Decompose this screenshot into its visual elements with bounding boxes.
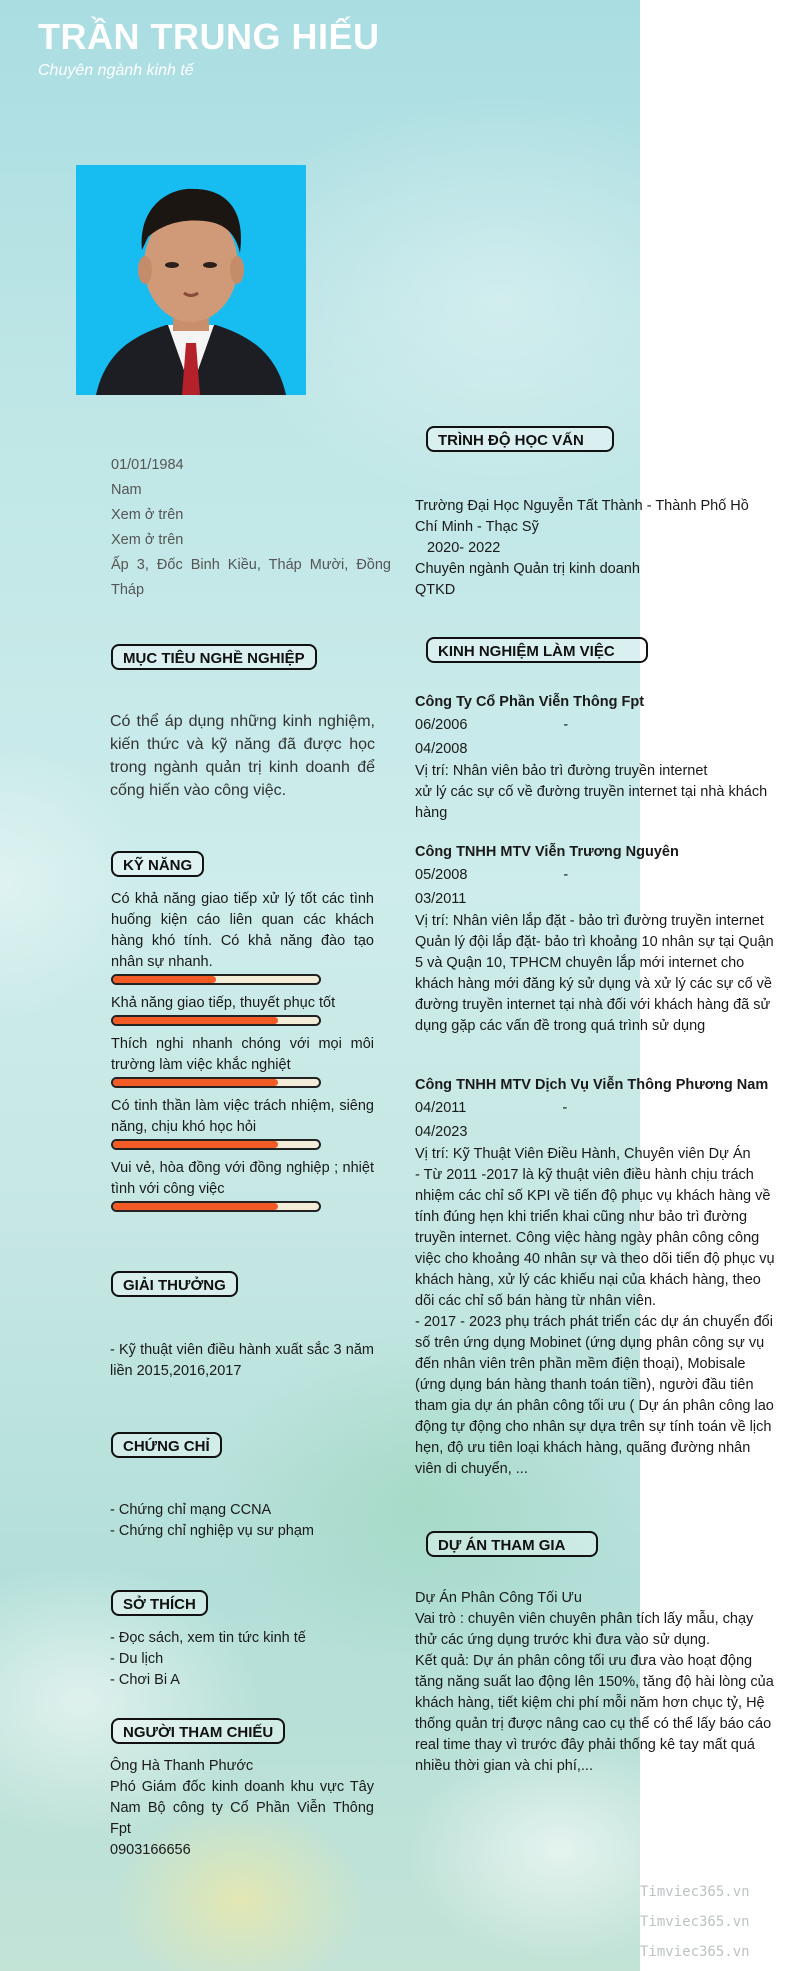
awards-title: GIẢI THƯỞNG xyxy=(111,1271,238,1297)
job-dash: - xyxy=(563,867,569,883)
references-title: NGƯỜI THAM CHIẾU xyxy=(111,1718,285,1744)
certificate-item: - Chứng chỉ mạng CCNA xyxy=(110,1502,272,1518)
awards-text: - Kỹ thuật viên điều hành xuất sắc 3 năm liền 2015,2016,2017 xyxy=(110,1342,374,1379)
skill-bar-fill xyxy=(113,1017,278,1024)
email: Xem ở trên xyxy=(111,532,184,548)
skill-bar-fill xyxy=(113,1141,278,1148)
skill-bar-fill xyxy=(113,976,216,983)
personal-info xyxy=(111,453,391,603)
job-company: Công TNHH MTV Dịch Vụ Viễn Thông Phương Nam xyxy=(415,1077,769,1093)
job-entry xyxy=(415,842,775,1037)
job-dash: - xyxy=(563,717,569,733)
education-title: TRÌNH ĐỘ HỌC VẤN xyxy=(426,426,614,452)
education-major: Chuyên ngành Quản trị kinh doanh xyxy=(415,561,640,577)
job-end: 04/2008 xyxy=(415,741,468,757)
projects-block xyxy=(415,1588,775,1777)
skill-text: Thích nghi nhanh chóng với mọi môi trường làm việc khắc nghiệt xyxy=(111,1036,374,1073)
certificate-item: - Chứng chỉ nghiệp vụ sư phạm xyxy=(110,1523,314,1539)
skill-bar-fill xyxy=(113,1079,278,1086)
certificates-title: CHỨNG CHỈ xyxy=(111,1432,222,1458)
job-entry xyxy=(415,1075,775,1480)
experience-title: KINH NGHIỆM LÀM VIỆC xyxy=(426,637,648,663)
skill-bar xyxy=(111,974,321,985)
project-role: Vai trò : chuyên viên chuyên phân tích lấy mẫu, chạy thử các ứng dụng trước khi đưa vào sử dụng. xyxy=(415,1611,754,1648)
skill-bar xyxy=(111,1015,321,1026)
job-end: 04/2023 xyxy=(415,1124,468,1140)
skill-text: Khả năng giao tiếp, thuyết phục tốt xyxy=(111,995,336,1011)
avatar xyxy=(76,165,306,395)
job-company: Công TNHH MTV Viễn Trương Nguyên xyxy=(415,844,679,860)
date-of-birth: 01/01/1984 xyxy=(111,457,184,473)
skill-bar xyxy=(111,1201,321,1212)
project-name: Dự Án Phân Công Tối Ưu xyxy=(415,1590,582,1606)
candidate-subtitle: Chuyên ngành kinh tế xyxy=(38,62,194,79)
education-note: QTKD xyxy=(415,582,456,598)
reference-position: Phó Giám đốc kinh doanh khu vực Tây Nam Bộ công ty Cổ Phần Viễn Thông Fpt xyxy=(110,1779,374,1837)
watermark-text: Timviec365.vn xyxy=(640,1944,750,1960)
skill-text: Vui vẻ, hòa đồng với đồng nghiệp ; nhiệt tình với công việc xyxy=(111,1160,374,1197)
gender: Nam xyxy=(111,482,142,498)
certificates-list xyxy=(110,1500,374,1542)
job-line: Vị trí: Kỹ Thuật Viên Điều Hành, Chuyên viên Dự Án xyxy=(415,1146,751,1162)
skill-text: Có tinh thần làm việc trách nhiệm, siêng năng, chịu khó học hỏi xyxy=(111,1098,374,1135)
objective-title: MỤC TIÊU NGHỀ NGHIỆP xyxy=(111,644,317,670)
watermark-text: Timviec365.vn xyxy=(640,1884,750,1900)
hobby-item: - Chơi Bi A xyxy=(110,1672,180,1688)
skill-bar xyxy=(111,1139,321,1150)
objective-text: Có thể áp dụng những kinh nghiệm, kiến thức và kỹ năng đã được học trong ngành quản trị kinh doanh để cống hiến vào công việc. xyxy=(110,713,375,799)
portrait-image xyxy=(76,165,306,395)
skill-bar xyxy=(111,1077,321,1088)
job-start: 04/2011 xyxy=(415,1100,467,1116)
job-line: Quản lý đội lắp đặt- bảo trì khoảng 10 nhân sự tại Quận 5 và Quận 10, TPHCM chuyên lắp mới internet cho khách hàng mới đăng ký sử dụng và xử lý các sự cố về đường truyền internet tại nhà đối với khách hàng đã sử dụng gặp các vấn đề trong quá trình sử dụng xyxy=(415,934,774,1034)
job-line: - Từ 2011 -2017 là kỹ thuật viên điều hành chịu trách nhiệm các chỉ số KPI về tiến độ phục vụ khách hàng về tính đúng hẹn khi triển khai cũng như bảo trì đường truyền internet. Công việc hàng ngày phân công công việc cho khoảng 40 nhân sự và theo dõi tiến độ phục vụ khách hàng, xử lý các khiếu nại của khách hàng, theo dõi các chỉ số bán hàng từ nhân viên. xyxy=(415,1167,775,1309)
job-end: 03/2011 xyxy=(415,891,467,907)
skill-bar-fill xyxy=(113,1203,278,1210)
hobbies-list xyxy=(110,1628,374,1691)
hobbies-title: SỞ THÍCH xyxy=(111,1590,208,1616)
job-start: 06/2006 xyxy=(415,717,468,733)
hobby-item: - Đọc sách, xem tin tức kinh tế xyxy=(110,1630,306,1646)
projects-title: DỰ ÁN THAM GIA xyxy=(426,1531,598,1557)
education-years: 2020- 2022 xyxy=(427,540,501,556)
project-result: Kết quả: Dự án phân công tối ưu đưa vào hoạt động tăng năng suất lao động lên 150%, tăng độ hài lòng của khách hàng, tiết kiệm chi phí mỗi năm hơn chục tỷ, Hệ thống quản trị được nâng cao cụ thể có thể lấy báo cáo real time thay vì trước đây phải thống kê tay mất quá nhiều thời gian và chi phí,... xyxy=(415,1653,774,1774)
job-entry xyxy=(415,692,775,824)
job-start: 05/2008 xyxy=(415,867,468,883)
address: Ấp 3, Đốc Binh Kiều, Tháp Mười, Đồng Tháp xyxy=(111,557,391,598)
candidate-name: TRẦN TRUNG HIẾU xyxy=(38,16,380,57)
reference-phone: 0903166656 xyxy=(110,1842,191,1858)
skill-text: Có khả năng giao tiếp xử lý tốt các tình huống kiện cáo liên quan các khách hàng khó tính. Có khả năng đào tạo nhân sự nhanh. xyxy=(111,891,374,970)
hobby-item: - Du lịch xyxy=(110,1651,164,1667)
job-line: - 2017 - 2023 phụ trách phát triển các dự án chuyển đổi số trên ứng dụng Mobinet (ứng dụng phân công sự vụ đến nhân viên trên phần mềm điện thoại), Mobisale (ứng dụng bán hàng thanh toán tiền), người đầu tiên tham gia dự án phân công tối ưu ( Dự án phân công lao động tự động cho nhân sự dựa trên sự tính toán về lịch hẹn, độ ưu tiên loại khách hàng, quãng đường nhân viên di chuyển, ... xyxy=(415,1314,774,1477)
job-line: xử lý các sự cố về đường truyền internet tại nhà khách hàng xyxy=(415,784,768,821)
job-dash: - xyxy=(562,1100,568,1116)
job-line: Vị trí: Nhân viên bảo trì đường truyền internet xyxy=(415,763,708,779)
job-line: Vị trí: Nhân viên lắp đặt - bảo trì đường truyền internet xyxy=(415,913,764,929)
education-school: Trường Đại Học Nguyễn Tất Thành - Thành Phố Hồ Chí Minh - Thạc Sỹ xyxy=(415,498,749,535)
reference-name: Ông Hà Thanh Phước xyxy=(110,1758,254,1774)
watermark-text: Timviec365.vn xyxy=(640,1914,750,1930)
job-company: Công Ty Cổ Phần Viễn Thông Fpt xyxy=(415,694,645,710)
education-block xyxy=(415,496,775,601)
skills-title: KỸ NĂNG xyxy=(111,851,204,877)
reference-block xyxy=(110,1756,374,1861)
phone: Xem ở trên xyxy=(111,507,184,523)
